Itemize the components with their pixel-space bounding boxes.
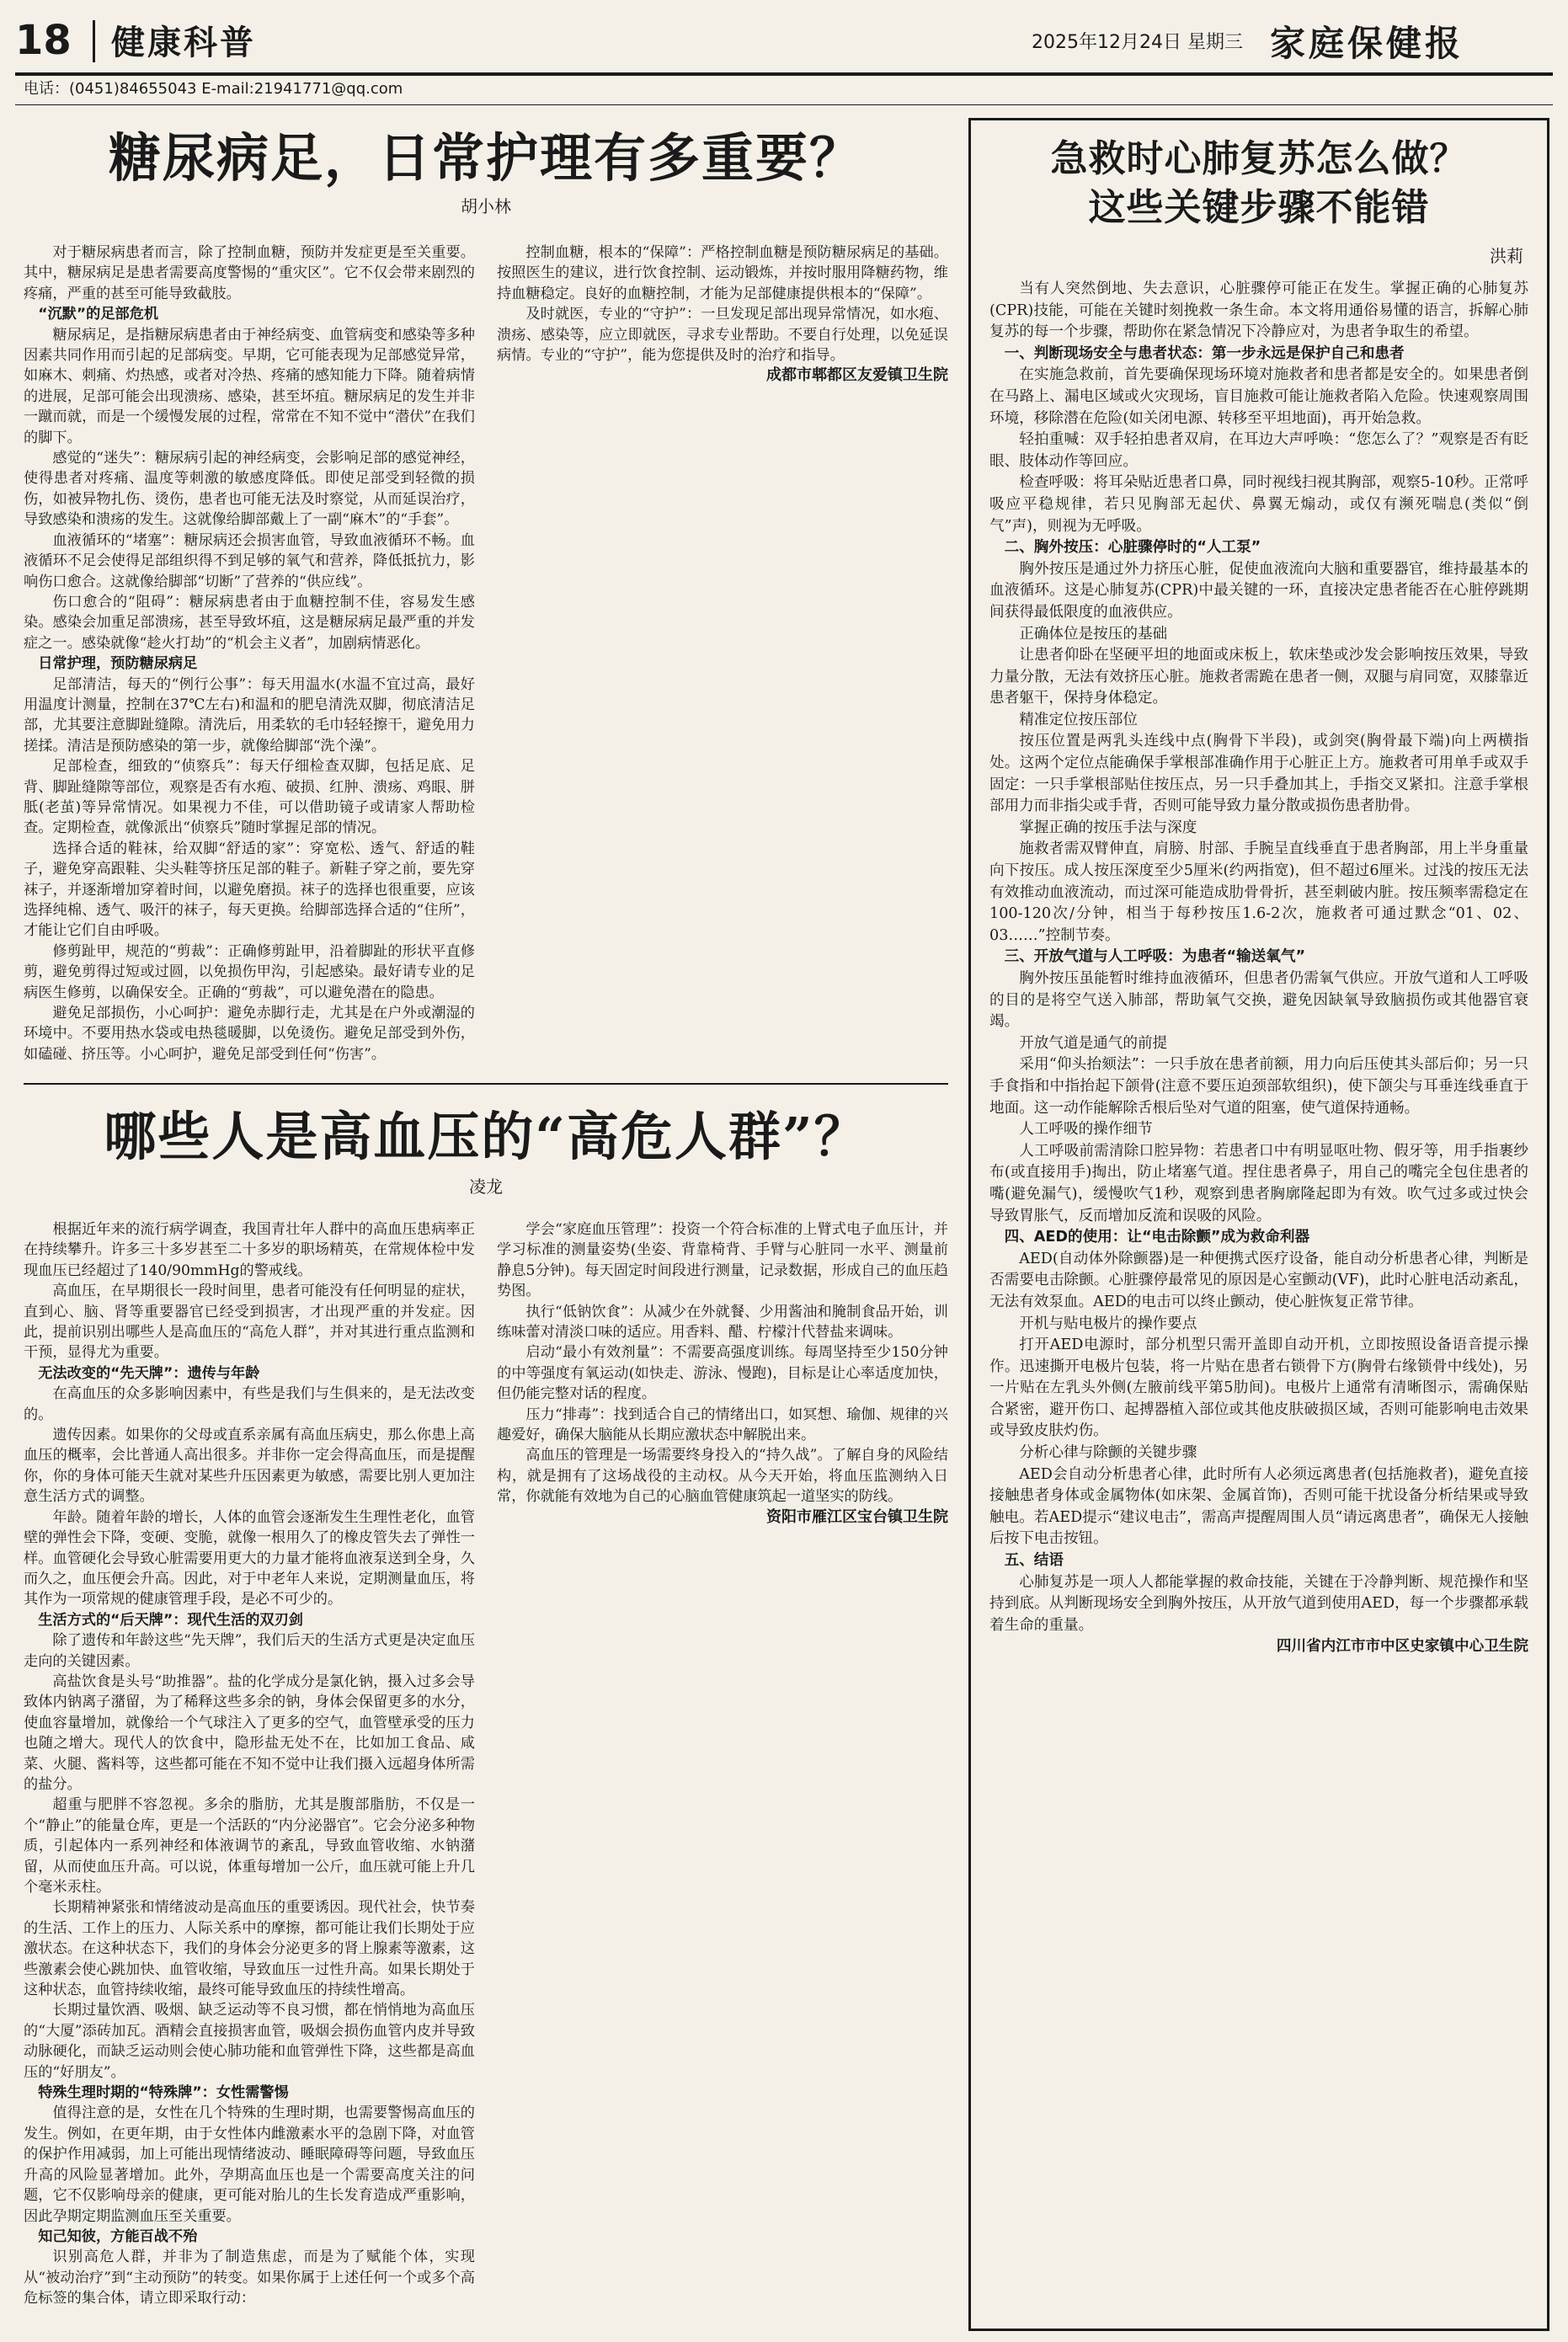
article-author: 胡小林 (461, 196, 511, 216)
paragraph: 足部清洁，每天的“例行公事”：每天用温水(水温不宜过高，最好用温度计测量，控制在37℃左右)和温和的肥皂清洗双脚，彻底清洁足部，尤其要注意脚趾缝隙。清洗后，用柔软的毛巾轻轻擦干，避免用力搓揉。清洁是预防感染的第一步，就像给脚部“洗个澡”。 (24, 675, 475, 755)
article-body (989, 279, 1528, 2317)
paragraph: 开机与贴电极片的操作要点 (1019, 1315, 1197, 1332)
paragraph: 控制血糖，根本的“保障”：严格控制血糖是预防糖尿病足的基础。按照医生的建议，进行饮食控制、运动锻炼，并按时服用降糖药物，维持血糖稳定。良好的血糖控制，才能为足部健康提供根本的“保障”。 (497, 244, 948, 302)
paragraph: 胸外按压是通过外力挤压心脏，促使血液流向大脑和重要器官，维持最基本的血液循环。这是心肺复苏(CPR)中最关键的一环，直接决定患者能否在心脏停跳期间获得最低限度的血液供应。 (989, 560, 1528, 621)
paragraph: 长期过量饮酒、吸烟、缺乏运动等不良习惯，都在悄悄地为高血压的“大厦”添砖加瓦。酒精会直接损害血管，吸烟会损伤血管内皮并导致动脉硬化，而缺乏运动则会使心肺功能和血管弹性下降，这些都是高血压的“好朋友”。 (24, 2002, 475, 2081)
paragraph: 按压位置是两乳头连线中点(胸骨下半段)，或剑突(胸骨最下端)向上两横指处。这两个定位点能确保手掌根部准确作用于心脏正上方。施救者可用单手或双手固定：一只手掌根部贴住按压点，另一只手叠加其上，手指交叉紧扣。注意手掌根部用力而非指尖或手背，否则可能导致力量分散或损伤患者肋骨。 (989, 733, 1528, 815)
paragraph: 高血压，在早期很长一段时间里，患者可能没有任何明显的症状，直到心、脑、肾等重要器官已经受到损害，才出现严重的并发症。因此，提前识别出哪些人是高血压的“高危人群”，并对其进行重点监测和干预，显得尤为重要。 (24, 1283, 475, 1362)
subheading: 二、胸外按压：心脏骤停时的“人工泵” (1004, 539, 1261, 557)
article-body (24, 243, 948, 1068)
paragraph: 人工呼吸的操作细节 (1019, 1121, 1153, 1139)
paragraph: 在实施急救前，首先要确保现场环境对施救者和患者都是安全的。如果患者倒在马路上、漏电区域或火灾现场，盲目施救可能让施救者陷入危险。快速观察周围环境，移除潜在危险(如关闭电源、转移至平坦地面)，再开始急救。 (989, 366, 1528, 427)
paragraph: 对于糖尿病患者而言，除了控制血糖，预防并发症更是至关重要。其中，糖尿病足是患者需要高度警惕的“重灾区”。它不仅会带来剧烈的疼痛，严重的甚至可能导致截肢。 (24, 244, 475, 302)
paper-name: 家庭保健报 (1270, 23, 1464, 64)
subheading: 三、开放气道与人工呼吸：为患者“输送氧气” (1004, 948, 1306, 966)
article-author: 凌龙 (469, 1176, 503, 1197)
paragraph: 除了遗传和年龄这些“先天牌”，我们后天的生活方式更是决定血压走向的关键因素。 (24, 1632, 475, 1670)
paragraph: 施救者需双臂伸直，肩膀、肘部、手腕呈直线垂直于患者胸部，用上半身重量向下按压。成人按压深度至少5厘米(约两指宽)，但不超过6厘米。过浅的按压无法有效推动血液流动，而过深可能造成肋骨骨折，甚至刺破内脏。按压频率需稳定在100-120次/分钟，相当于每秒按压1.6-2次，施救者可通过默念“01、02、03……”控制节奏。 (989, 840, 1528, 944)
page-number: 18 (15, 17, 72, 64)
paragraph: 分析心律与除颤的关键步骤 (1019, 1444, 1197, 1462)
paragraph: 心肺复苏是一项人人都能掌握的救命技能，关键在于冷静判断、规范操作和坚持到底。从判断现场安全到胸外按压，从开放气道到使用AED，每一个步骤都承载着生命的重量。 (989, 1573, 1528, 1634)
paragraph: 检查呼吸：将耳朵贴近患者口鼻，同时视线扫视其胸部，观察5-10秒。正常呼吸应平稳规律，若只见胸部无起伏、鼻翼无煽动，或仅有濒死喘息(类似“倒气”声)，则视为无呼吸。 (989, 474, 1528, 535)
paragraph: 值得注意的是，女性在几个特殊的生理时期，也需要警惕高血压的发生。例如，在更年期，由于女性体内雌激素水平的急剧下降，对血管的保护作用减弱，加上可能出现情绪波动、睡眠障碍等问题，导致血压升高的风险显著增加。此外，孕期高血压也是一个需要高度关注的问题，它不仅影响母亲的健康，更可能对胎儿的生长发育造成严重影响，因此孕期定期监测血压至关重要。 (24, 2105, 475, 2225)
subheading: 日常护理，预防糖尿病足 (38, 655, 198, 673)
section-title: 健康科普 (111, 24, 256, 62)
paragraph: 识别高危人群，并非为了制造焦虑，而是为了赋能个体，实现从“被动治疗”到“主动预防”的转变。如果你属于上述任何一个或多个高危标签的集合体，请立即采取行动： (24, 2249, 475, 2307)
contact-line: 电话：(0451)84655043 E-mail:21941771@qq.com (24, 80, 403, 98)
article-cpr-box (968, 118, 1549, 2331)
paragraph: 掌握正确的按压手法与深度 (1019, 819, 1197, 836)
contact-rule (15, 104, 1553, 105)
paragraph: 避免足部损伤，小心呵护：避免赤脚行走，尤其是在户外或潮湿的环境中。不要用热水袋或电热毯暖脚，以免烫伤。避免足部受到外伤，如磕碰、挤压等。小心呵护，避免足部受到任何“伤害”。 (24, 1005, 475, 1063)
subheading: 知己知彼，方能百战不殆 (38, 2227, 198, 2245)
issue-date: 2025年12月24日 星期三 (1032, 32, 1243, 53)
paragraph: 启动“最小有效剂量”：不需要高强度训练。每周坚持至少150分钟的中等强度有氧运动(如快走、游泳、慢跑)，目标是让心率适度加快，但仍能完整对话的程度。 (497, 1344, 948, 1403)
paragraph: AED(自动体外除颤器)是一种便携式医疗设备，能自动分析患者心律，判断是否需要电击除颤。心脏骤停最常见的原因是心室颤动(VF)，此时心脏电活动紊乱，无法有效泵血。AED的电击可以终止颤动，使心脏恢复正常节律。 (989, 1250, 1528, 1310)
article-body (24, 1219, 948, 2324)
paragraph: 打开AED电源时，部分机型只需开盖即自动开机，立即按照设备语音提示操作。迅速撕开电极片包装，将一片贴在患者右锁骨下方(胸骨右缘锁骨中线处)，另一片贴在左乳头外侧(左腋前线平第5肋间)。电极片上通常有清晰图示，需确保贴合紧密，避开伤口、起搏器植入部位或其他皮肤破损区域，否则可能影响电击效果或导致皮肤灼伤。 (989, 1336, 1528, 1440)
subheading: 生活方式的“后天牌”：现代生活的双刃剑 (38, 1611, 303, 1629)
paragraph: 糖尿病足，是指糖尿病患者由于神经病变、血管病变和感染等多种因素共同作用而引起的足部病变。早期，它可能表现为足部感觉异常，如麻木、刺痛、灼热感，或者对冷热、疼痛的感知能力下降。随着病情的进展，足部可能会出现溃疡、感染，甚至坏疽。糖尿病足的发生并非一蹴而就，而是一个缓慢发展的过程，常常在不知不觉中“潜伏”在我们的脚下。 (24, 326, 475, 446)
article-title-line2: 这些关键步骤不能错 (1088, 186, 1430, 229)
subheading: 无法改变的“先天牌”：遗传与年龄 (38, 1364, 260, 1382)
article-title: 糖尿病足，日常护理有多重要？ (108, 127, 863, 189)
subheading: 四、AED的使用：让“电击除颤”成为救命利器 (1004, 1229, 1310, 1246)
article-title: 哪些人是高血压的“高危人群”？ (104, 1106, 868, 1167)
paragraph: 及时就医，专业的“守护”：一旦发现足部出现异常情况，如水疱、溃疡、感染等，应立即就医，寻求专业帮助。不要自行处理，以免延误病情。专业的“守护”，能为您提供及时的治疗和指导。 (497, 306, 948, 365)
subheading: 特殊生理时期的“特殊牌”：女性需警惕 (38, 2084, 289, 2102)
author-affiliation: 成都市郫都区友爱镇卫生院 (766, 366, 948, 385)
paragraph: 学会“家庭血压管理”：投资一个符合标准的上臂式电子血压计，并学习标准的测量姿势(坐姿、背靠椅背、手臂与心脏同一水平、测量前静息5分钟)。每天固定时间段进行测量，记录数据，形成自己的血压趋势图。 (497, 1221, 948, 1300)
paragraph: 胸外按压虽能暂时维持血液循环，但患者仍需氧气供应。开放气道和人工呼吸的目的是将空气送入肺部，帮助氧气交换，避免因缺氧导致脑损伤或其他器官衰竭。 (989, 970, 1528, 1031)
article-author: 洪莉 (1490, 246, 1523, 266)
paragraph: 足部检查，细致的“侦察兵”：每天仔细检查双脚，包括足底、足背、脚趾缝隙等部位，观察是否有水疱、破损、红肿、溃疡、鸡眼、胼胝(老茧)等异常情况。如果视力不佳，可以借助镜子或请家人帮助检查。定期检查，就像派出“侦察兵”随时掌握足部的情况。 (24, 758, 475, 837)
paragraph: 修剪趾甲，规范的“剪裁”：正确修剪趾甲，沿着脚趾的形状平直修剪，避免剪得过短或过圆，以免损伤甲沟，引起感染。最好请专业的足病医生修剪，以确保安全。正确的“剪裁”，可以避免潜在的隐患。 (24, 942, 475, 1001)
paragraph: 开放气道是通气的前提 (1019, 1034, 1168, 1052)
author-affiliation: 四川省内江市市中区史家镇中心卫生院 (1276, 1638, 1528, 1656)
paragraph: 人工呼吸前需清除口腔异物：若患者口中有明显呕吐物、假牙等，用手指裹纱布(或直接用手)掏出，防止堵塞气道。捏住患者鼻子，用自己的嘴完全包住患者的嘴(避免漏气)，缓慢吹气1秒，观察到患者胸廓隆起即为有效。吹气过多或过快会导致胃胀气，反而增加反流和误吸的风险。 (989, 1142, 1528, 1224)
masthead-divider (93, 20, 95, 62)
paragraph: 轻拍重喊：双手轻拍患者双肩，在耳边大声呼唤：“您怎么了？”观察是否有眨眼、肢体动作等回应。 (989, 431, 1528, 470)
paragraph: 根据近年来的流行病学调查，我国青壮年人群中的高血压患病率正在持续攀升。许多三十多岁甚至二十多岁的职场精英，在常规体检中发现血压已经超过了140/90mmHg的警戒线。 (24, 1221, 475, 1279)
paragraph: 长期精神紧张和情绪波动是高血压的重要诱因。现代社会，快节奏的生活、工作上的压力、人际关系中的摩擦，都可能让我们长期处于应激状态。在这种状态下，我们的身体会分泌更多的肾上腺素等激素，这些激素会使心跳加快、血管收缩，导致血压一过性升高。如果长期处于这种状态，血管持续收缩，最终可能导致血压的持续性增高。 (24, 1899, 475, 1999)
paragraph: 感觉的“迷失”：糖尿病引起的神经病变，会影响足部的感觉神经，使得患者对疼痛、温度等刺激的敏感度降低。即使足部受到轻微的损伤，如被异物扎伤、烫伤，患者也可能无法及时察觉，从而延误治疗，导致感染和溃疡的发生。这就像给脚部戴上了一副“麻木”的“手套”。 (24, 450, 475, 529)
paragraph: 采用“仰头抬颏法”：一只手放在患者前额，用力向后压使其头部后仰；另一只手食指和中指抬起下颌骨(注意不要压迫颈部软组织)，使下颌尖与耳垂连线垂直于地面。这一动作能解除舌根后坠对气道的阻塞，使气道保持通畅。 (989, 1056, 1528, 1117)
paragraph: 年龄。随着年龄的增长，人体的血管会逐渐发生生理性老化，血管壁的弹性会下降，变硬、变脆，就像一根用久了的橡皮管失去了弹性一样。血管硬化会导致心脏需要用更大的力量才能将血液泵送到全身，久而久之，血压便会升高。因此，对于中老年人来说，定期测量血压，将其作为一项常规的健康管理手段，是必不可少的。 (24, 1508, 475, 1608)
paragraph: 血液循环的“堵塞”：糖尿病还会损害血管，导致血液循环不畅。血液循环不足会使得足部组织得不到足够的氧气和营养，降低抵抗力，影响伤口愈合。这就像给脚部“切断”了营养的“供应线”。 (24, 531, 475, 590)
paragraph: 遗传因素。如果你的父母或直系亲属有高血压病史，那么你患上高血压的概率，会比普通人高出很多。并非你一定会得高血压，而是提醒你，你的身体可能天生就对某些升压因素更为敏感，需要比别人更加注意生活方式的调整。 (24, 1427, 475, 1506)
article-hypertension (24, 1095, 948, 2333)
paragraph: 超重与肥胖不容忽视。多余的脂肪，尤其是腹部脂肪，不仅是一个“静止”的能量仓库，更是一个活跃的“内分泌器官”。它会分泌多种物质，引起体内一系列神经和体液调节的紊乱，导致血管收缩、水钠潴留，从而使血压升高。可以说，体重每增加一公斤，血压就可能上升几个毫米汞柱。 (24, 1796, 475, 1896)
paragraph: AED会自动分析患者心律，此时所有人必须远离患者(包括施救者)，避免直接接触患者身体或金属物体(如床架、金属首饰)，否则可能干扰设备分析结果或导致触电。若AED提示“建议电击”，需高声提醒周围人员“请远离患者”，确保无人接触后按下电击按钮。 (989, 1465, 1528, 1548)
subheading: “沉默”的足部危机 (38, 306, 159, 323)
paragraph: 在高血压的众多影响因素中，有些是我们与生俱来的，是无法改变的。 (24, 1385, 475, 1423)
paragraph: 正确体位是按压的基础 (1019, 625, 1168, 643)
paragraph: 让患者仰卧在坚硬平坦的地面或床板上，软床垫或沙发会影响按压效果，导致力量分散，无法有效挤压心脏。施救者需跪在患者一侧，双腿与肩同宽，双膝靠近患者躯干，保持身体稳定。 (989, 647, 1528, 707)
article-title-line1: 急救时心肺复苏怎么做？ (1050, 137, 1468, 180)
paragraph: 高盐饮食是头号“助推器”。盐的化学成分是氯化钠，摄入过多会导致体内钠离子潴留，为了稀释这些多余的钠，身体会保留更多的水分，使血容量增加，就像给一个气球注入了更多的空气，血管壁承受的压力也随之增大。现代人的饮食中，隐形盐无处不在，比如加工食品、咸菜、火腿、酱料等，这些都可能在不知不觉中让我们摄入远超身体所需的盐分。 (24, 1672, 475, 1793)
paragraph: 执行“低钠饮食”：从减少在外就餐、少用酱油和腌制食品开始，训练味蕾对清淡口味的适应。用香料、醋、柠檬汁代替盐来调味。 (497, 1303, 948, 1342)
paragraph: 压力“排毒”：找到适合自己的情绪出口，如冥想、瑜伽、规律的兴趣爱好，确保大脑能从长期应激状态中解脱出来。 (497, 1406, 948, 1444)
masthead-rule (15, 72, 1553, 76)
article-diabetic-foot (24, 116, 948, 1076)
paragraph: 选择合适的鞋袜，给双脚“舒适的家”：穿宽松、透气、舒适的鞋子，避免穿高跟鞋、尖头鞋等挤压足部的鞋子。新鞋子穿之前，要先穿袜子，并逐渐增加穿着时间，以避免磨损。袜子的选择也很重要，应该选择纯棉、透气、吸汗的袜子，每天更换。给脚部选择合适的“住所”，才能让它们自由呼吸。 (24, 840, 475, 940)
paragraph: 当有人突然倒地、失去意识，心脏骤停可能正在发生。掌握正确的心肺复苏(CPR)技能，可能在关键时刻挽救一条生命。本文将用通俗易懂的语言，拆解心肺复苏的每一个步骤，帮助你在紧急情况下冷静应对，为患者争取生的希望。 (989, 280, 1528, 341)
article-separator (24, 1083, 948, 1085)
subheading: 一、判断现场安全与患者状态：第一步永远是保护自己和患者 (1004, 344, 1405, 362)
author-affiliation: 资阳市雁江区宝台镇卫生院 (766, 1507, 948, 1526)
paragraph: 高血压的管理是一场需要终身投入的“持久战”。了解自身的风险结构，就是拥有了这场战役的主动权。从今天开始，将血压监测纳入日常，你就能有效地为自己的心脑血管健康筑起一道坚实的防线。 (497, 1447, 948, 1506)
paragraph: 伤口愈合的“阻碍”：糖尿病患者由于血糖控制不佳，容易发生感染。感染会加重足部溃疡，甚至导致坏疽，这是糖尿病足最严重的并发症之一。感染就像“趁火打劫”的“机会主义者”，加剧病情恶化。 (24, 593, 475, 652)
paragraph: 精准定位按压部位 (1019, 711, 1138, 728)
subheading: 五、结语 (1004, 1552, 1064, 1570)
